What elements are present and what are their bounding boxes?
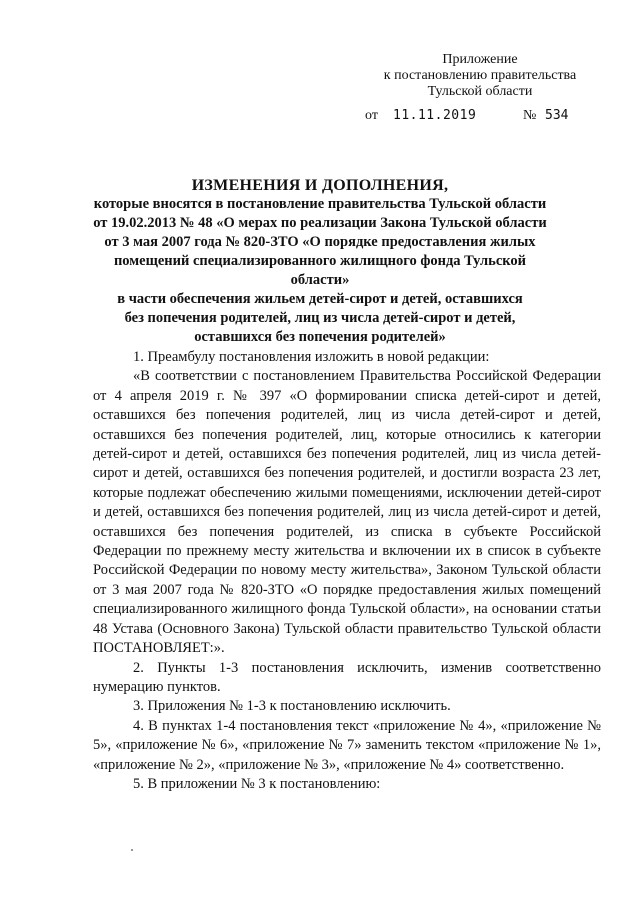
title-line: в части обеспечения жильем детей-сирот и детей, оставшихся [117,291,523,307]
appendix-header [350,52,610,100]
header-line-3: Тульской области [427,84,533,99]
header-line-2: к постановлению правительства [383,68,577,83]
paragraph-4: 4. В пунктах 1-4 постановления текст «приложение № 4», «приложение № 5», «приложение № 6», «приложение № 7» заменить текстом «приложение № 1», «приложение № 2», «приложение № 3», «приложение № 4» соответственно. [93,717,601,773]
paragraph-3: 3. Приложения № 1-3 к постановлению исключить. [133,698,451,715]
title-line: от 3 мая 2007 года № 820-ЗТО «О порядке предоставления жилых [104,234,536,250]
title-line: от 19.02.2013 № 48 «О мерах по реализации Закона Тульской области [93,215,547,231]
document-date: 11.11.2019 [393,108,477,123]
paragraph-5: 5. В приложении № 3 к постановлению: [133,775,381,792]
document-number: 534 [545,108,569,123]
paragraph-2: 2. Пункты 1-3 постановления исключить, изменив соответственно нумерацию пунктов. [93,659,601,695]
title-line: которые вносятся в постановление правительства Тульской области [93,196,547,212]
title-main: ИЗМЕНЕНИЯ И ДОПОЛНЕНИЯ, [191,177,449,194]
paragraph-1: 1. Преамбулу постановления изложить в новой редакции: [133,349,490,365]
document-title [85,176,555,347]
title-line: без попечения родителей, лиц из числа детей-сирот и детей, [124,310,516,326]
paragraph-preamble: «В соответствии с постановлением Правительства Российской Федерации от 4 апреля 2019 г. № 397 «О формировании списка детей-сирот и детей, оставшихся без попечения родителей, лиц из числа детей-сирот и детей, оставшихся без попечения родителей, лиц, которые относились к категории детей-сирот и детей, оставшихся без попечения родителей, лиц из числа детей-сирот и детей, оставшихся без попечения родителей, и достигли возраста 23 лет, которые подлежат обеспечению жилыми помещениями, исключении детей-сирот и детей, оставшихся без попечения родителей, лиц из числа детей-сирот и детей, оставшихся без попечения родителей, из списка в субъекте Российской Федерации по прежнему месту жительства и включении их в список в субъекте Российской Федерации по новому месту жительства», Законом Тульской области от 3 мая 2007 года № 820-ЗТО «О порядке предоставления жилых помещений специализированного жилищного фонда Тульской области», на основании статьи 48 Устава (Основного Закона) Тульской области правительство Тульской области ПОСТАНОВЛЯЕТ:». [93,368,601,657]
number-sign: № [523,108,537,123]
header-line-1: Приложение [442,52,518,67]
date-prefix: от [365,108,378,123]
scan-speck [131,849,133,851]
title-line: оставшихся без попечения родителей» [194,329,446,345]
document-body [93,348,601,794]
title-line: помещений специализированного жилищного фонда Тульской области» [113,253,527,288]
